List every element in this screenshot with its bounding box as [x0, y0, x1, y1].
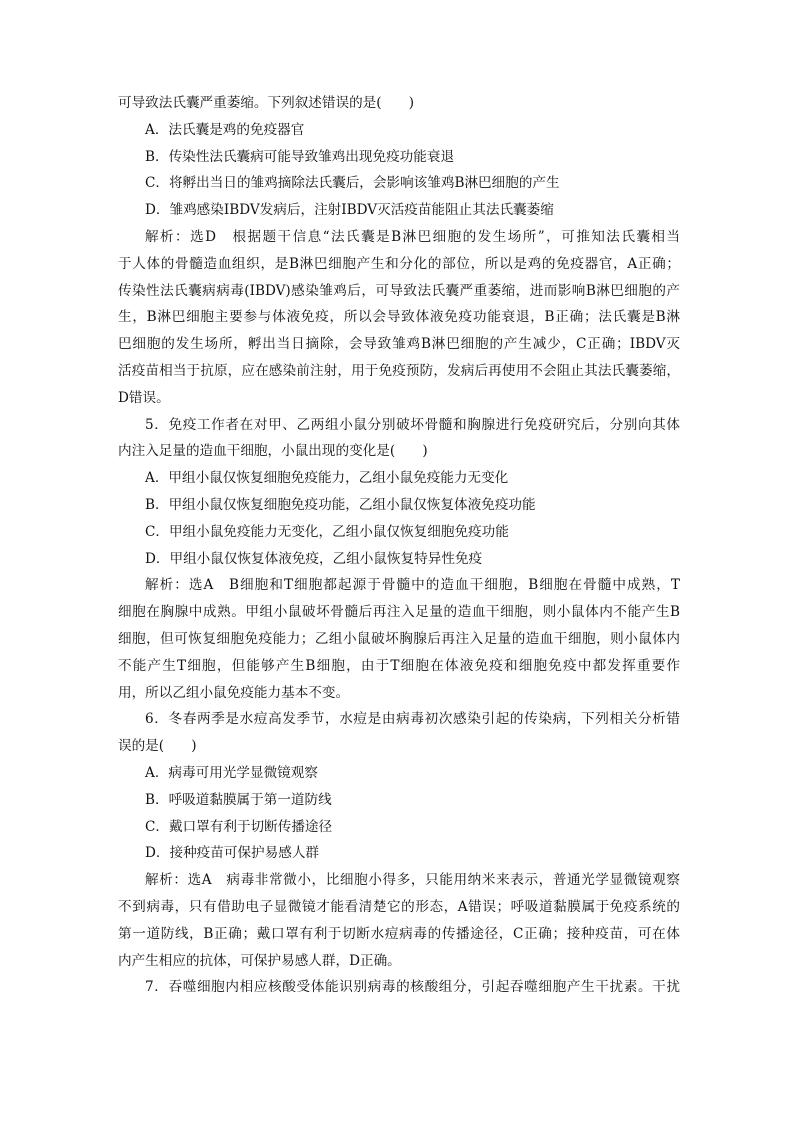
text-line: A．法氏囊是鸡的免疫器官	[145, 121, 305, 138]
text-line: B．传染性法氏囊病可能导致雏鸡出现免疫功能衰退	[145, 148, 455, 165]
text-line: D．甲组小鼠仅恢复体液免疫，乙组小鼠恢复特异性免疫	[145, 550, 483, 567]
text-line: A．病毒可用光学显微镜观察	[145, 764, 318, 781]
text-line: 内注入足量的造血干细胞，小鼠出现的变化是( )	[118, 443, 428, 460]
text-line: 于人体的骨髓造血组织，是B淋巴细胞产生和分化的部位，所以是鸡的免疫器官，A正确；	[118, 255, 680, 272]
text-line: 不能产生T细胞，但能够产生B细胞，由于T细胞在体液免疫和细胞免疫中都发挥重要作	[118, 657, 680, 674]
text-line: A．甲组小鼠仅恢复细胞免疫能力，乙组小鼠免疫能力无变化	[145, 470, 509, 487]
text-line: 用，所以乙组小鼠免疫能力基本不变。	[118, 684, 350, 701]
text-line: B．呼吸道黏膜属于第一道防线	[145, 791, 332, 808]
text-line: D．接种疫苗可保护易感人群	[145, 845, 320, 862]
text-line: 5．免疫工作者在对甲、乙两组小鼠分别破坏骨髓和胸腺进行免疫研究后，分别向其体	[145, 416, 680, 433]
text-line: 细胞，但可恢复细胞免疫能力；乙组小鼠破坏胸腺后再注入足量的造血干细胞，则小鼠体内	[118, 630, 680, 647]
text-line: C．将孵出当日的雏鸡摘除法氏囊后，会影响该雏鸡B淋巴细胞的产生	[145, 175, 560, 192]
text-line: 细胞在胸腺中成熟。甲组小鼠破坏骨髓后再注入足量的造血干细胞，则小鼠体内不能产生B	[118, 604, 680, 621]
text-line: D．雏鸡感染IBDV发病后，注射IBDV灭活疫苗能阻止其法氏囊萎缩	[145, 202, 554, 219]
text-line: 活疫苗相当于抗原，应在感染前注射，用于免疫预防，发病后再使用不会阻止其法氏囊萎缩，	[118, 362, 680, 379]
text-line: 误的是( )	[118, 738, 197, 755]
text-line: 解析：选D 根据题干信息“法氏囊是B淋巴细胞的发生场所”，可推知法氏囊相当	[145, 228, 680, 245]
text-line: C．戴口罩有利于切断传播途径	[145, 818, 333, 835]
text-line: 传染性法氏囊病病毒(IBDV)感染雏鸡后，可导致法氏囊严重萎缩，进而影响B淋巴细胞的产	[118, 282, 680, 299]
text-line: 解析：选A B细胞和T细胞都起源于骨髓中的造血干细胞，B细胞在骨髓中成熟，T	[145, 577, 680, 594]
text-line: 第一道防线，B正确；戴口罩有利于切断水痘病毒的传播途径，C正确；接种疫苗，可在体	[118, 925, 680, 942]
text-line: 生，B淋巴细胞主要参与体液免疫，所以会导致体液免疫功能衰退，B正确；法氏囊是B淋	[118, 309, 680, 326]
text-line: 解析：选A 病毒非常微小，比细胞小得多，只能用纳米来表示，普通光学显微镜观察	[145, 872, 680, 889]
text-line: B．甲组小鼠仅恢复细胞免疫功能，乙组小鼠仅恢复体液免疫功能	[145, 496, 536, 513]
text-line: 可导致法氏囊严重萎缩。下列叙述错误的是( )	[118, 95, 415, 111]
text-line: C．甲组小鼠免疫能力无变化，乙组小鼠仅恢复细胞免疫功能	[145, 523, 509, 540]
text-line: D错误。	[118, 389, 170, 406]
text-line: 内产生相应的抗体，可保护易感人群，D正确。	[118, 952, 401, 969]
text-line: 7．吞噬细胞内相应核酸受体能识别病毒的核酸组分，引起吞噬细胞产生干扰素。干扰	[145, 979, 680, 996]
text-line: 6．冬春两季是水痘高发季节，水痘是由病毒初次感染引起的传染病，下列相关分析错	[145, 711, 680, 728]
document-page	[118, 90, 680, 1001]
text-line: 巴细胞的发生场所，孵出当日摘除，会导致雏鸡B淋巴细胞的产生减少，C正确；IBDV灭	[118, 336, 680, 353]
text-line: 不到病毒，只有借助电子显微镜才能看清楚它的形态，A错误；呼吸道黏膜属于免疫系统的	[118, 898, 680, 915]
